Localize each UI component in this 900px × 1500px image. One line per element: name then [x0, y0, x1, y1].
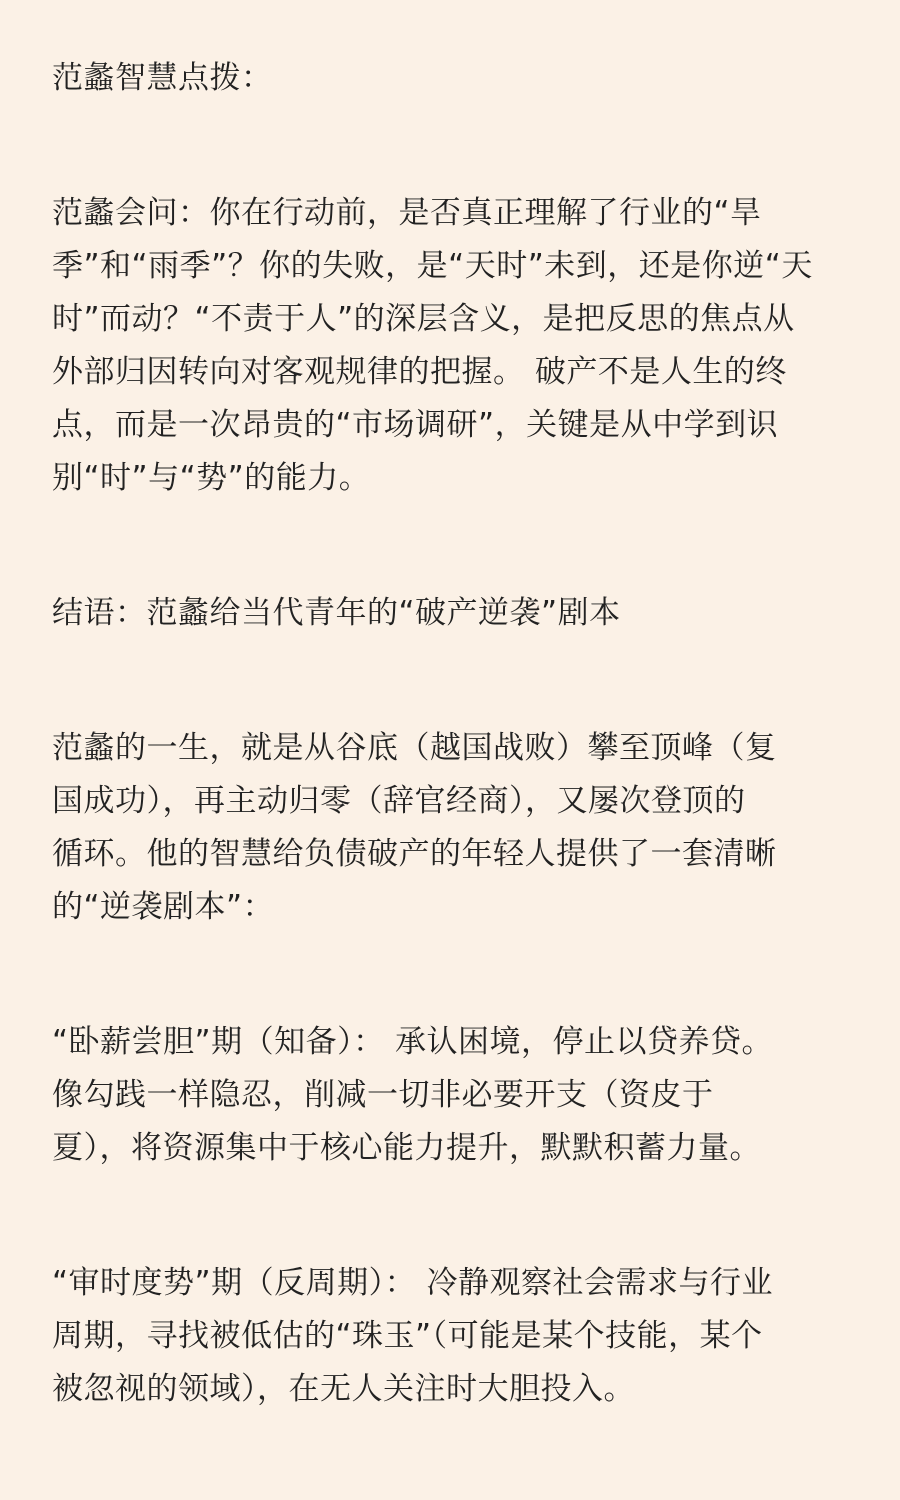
text-line: 范蠡会问：你在行动前，是否真正理解了行业的“旱 — [52, 195, 762, 231]
text-line: 别“时”与“势”的能力。 — [52, 460, 371, 496]
text-line: “卧薪尝胆”期（知备）： 承认困境，停止以贷养贷。 — [52, 1024, 773, 1060]
text-line: “审时度势”期（反周期）： 冷静观察社会需求与行业 — [52, 1265, 773, 1301]
text-line: 被忽视的领域），在无人关注时大胆投入。 — [52, 1371, 635, 1407]
text-line: 外部归因转向对客观规律的把握。 破产不是人生的终 — [52, 354, 787, 390]
phase-timing-paragraph — [52, 1257, 860, 1416]
text-line: 点，而是一次昂贵的“市场调研”，关键是从中学到识 — [52, 407, 779, 443]
fan-li-question-paragraph — [52, 187, 860, 505]
conclusion-heading — [52, 587, 860, 640]
text-line: 结语：范蠡给当代青年的“破产逆袭”剧本 — [52, 595, 621, 631]
fan-li-life-paragraph — [52, 722, 860, 934]
text-line: 季”和“雨季”？你的失败，是“天时”未到，还是你逆“天 — [52, 248, 813, 284]
phase-endurance-paragraph — [52, 1016, 860, 1175]
text-line: 周期，寻找被低估的“珠玉”（可能是某个技能，某个 — [52, 1318, 763, 1354]
text-line: 范蠡的一生，就是从谷底（越国战败）攀至顶峰（复 — [52, 730, 777, 766]
text-line: 的“逆袭剧本”： — [52, 889, 275, 925]
wisdom-heading — [52, 52, 860, 105]
text-line: 时”而动？“不责于人”的深层含义，是把反思的焦点从 — [52, 301, 795, 337]
text-line: 范蠡智慧点拨： — [52, 60, 273, 96]
text-line: 循环。他的智慧给负债破产的年轻人提供了一套清晰 — [52, 836, 777, 872]
text-line: 像勾践一样隐忍，削减一切非必要开支（资皮于 — [52, 1077, 714, 1113]
text-line: 夏），将资源集中于核心能力提升，默默积蓄力量。 — [52, 1130, 761, 1166]
text-line: 国成功），再主动归零（辞官经商），又屡次登顶的 — [52, 783, 746, 819]
